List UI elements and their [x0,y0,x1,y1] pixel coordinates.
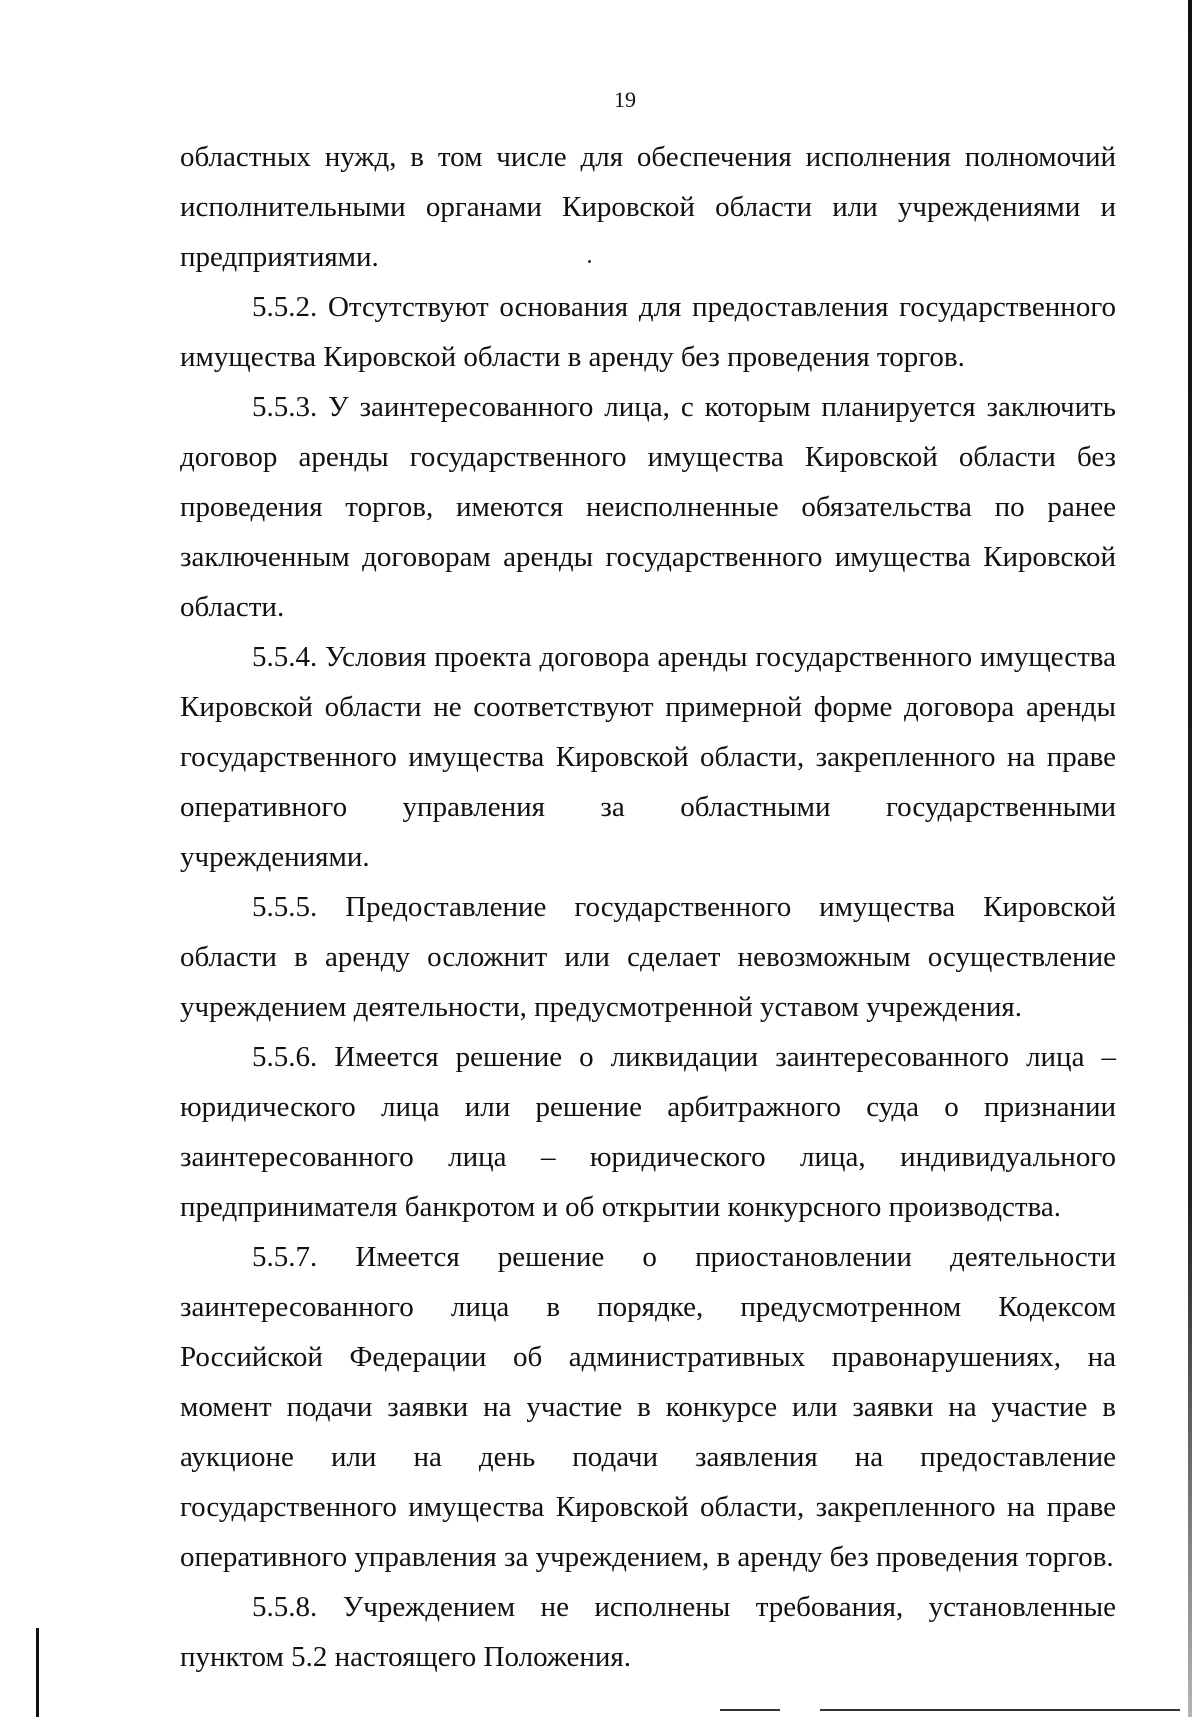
document-body [180,132,1116,1682]
scan-edge-right [1188,0,1192,1717]
scan-bottom-mark [720,1709,780,1711]
paragraph-5-5-2: 5.5.2. Отсутствуют основания для предоставления государственного имущества Кировской области в аренду без проведения торгов. [180,291,1116,373]
paragraph-5-5-8: 5.5.8. Учреждением не исполнены требования, установленные пунктом 5.2 настоящего Положения. [180,1591,1116,1673]
paragraph-5-5-6: 5.5.6. Имеется решение о ликвидации заинтересованного лица – юридического лица или решение арбитражного суда о признании заинтересованного лица – юридического лица, индивидуального предпринимателя банкротом и об открытии конкурсного производства. [180,1041,1116,1223]
scan-speck [588,260,591,263]
page-number: 19 [614,87,636,112]
paragraph-continuation: областных нужд, в том числе для обеспечения исполнения полномочий исполнительными органами Кировской области или учреждениями и предприятиями. [180,141,1116,273]
paragraph-5-5-4: 5.5.4. Условия проекта договора аренды государственного имущества Кировской области не соответствуют примерной форме договора аренды государственного имущества Кировской области, закрепленного на праве оперативного управления за областными государственными учреждениями. [180,641,1116,873]
paragraph-5-5-5: 5.5.5. Предоставление государственного имущества Кировской области в аренду осложнит или сделает невозможным осуществление учреждением деятельности, предусмотренной уставом учреждения. [180,891,1116,1023]
scan-bottom-mark [820,1709,1180,1711]
paragraph-5-5-7: 5.5.7. Имеется решение о приостановлении деятельности заинтересованного лица в порядке, предусмотренном Кодексом Российской Федерации об административных правонарушениях, на момент подачи заявки на участие в конкурсе или заявки на участие в аукционе или на день подачи заявления на предоставление государственного имущества Кировской области, закрепленного на праве оперативного управления за учреждением, в аренду без проведения торгов. [180,1241,1116,1573]
scan-edge-left [36,1628,39,1717]
paragraph-5-5-3: 5.5.3. У заинтересованного лица, с которым планируется заключить договор аренды государственного имущества Кировской области без проведения торгов, имеются неисполненные обязательства по ранее заключенным договорам аренды государственного имущества Кировской области. [180,391,1116,623]
